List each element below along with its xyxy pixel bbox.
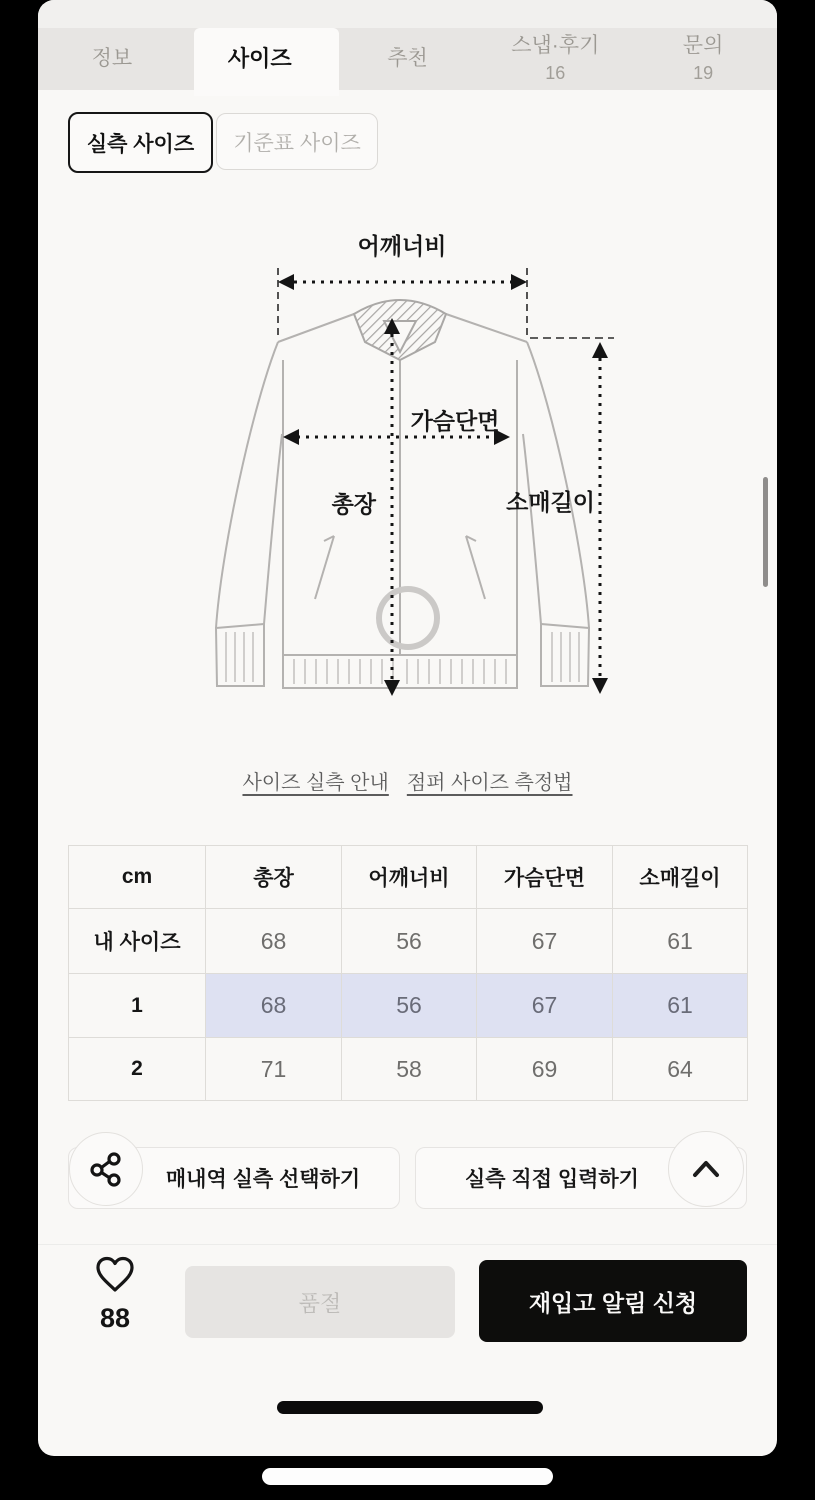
wishlist-button[interactable] xyxy=(83,1256,147,1334)
purchase-bar-divider xyxy=(38,1244,777,1245)
header-length: 총장 xyxy=(206,846,342,909)
measurement-arrows xyxy=(278,268,614,696)
size-table-header-row xyxy=(69,846,748,909)
sleeve-length-label: 소매길이 xyxy=(506,489,595,515)
tab-label: 사이즈 xyxy=(227,46,292,71)
tab-count: 16 xyxy=(545,62,566,83)
size-row-1[interactable] xyxy=(69,974,748,1038)
tab-size[interactable] xyxy=(186,28,334,90)
app-home-indicator xyxy=(277,1401,543,1414)
chip-standard-size[interactable] xyxy=(216,113,378,170)
chip-label: 기준표 사이즈 xyxy=(233,131,361,155)
jacket-measurement-diagram xyxy=(158,222,658,722)
jumper-measure-method-link[interactable]: 점퍼 사이즈 측정법 xyxy=(406,772,573,794)
jacket-logo-circle xyxy=(379,589,437,647)
chip-label: 실측 사이즈 xyxy=(86,132,195,156)
tab-info[interactable] xyxy=(38,28,186,90)
tab-count: 19 xyxy=(693,62,714,83)
button-label: 실측 직접 입력하기 xyxy=(465,1168,639,1191)
cell-value: 68 xyxy=(206,974,342,1038)
cell-value: 67 xyxy=(477,974,613,1038)
like-count: 88 xyxy=(99,1303,131,1333)
button-label: 매내역 실측 선택하기 xyxy=(165,1168,361,1191)
cell-value: 68 xyxy=(206,909,342,974)
size-row-2[interactable] xyxy=(69,1038,748,1101)
status-strip xyxy=(38,0,777,28)
tab-inquiry[interactable] xyxy=(629,28,777,90)
cell-value: 61 xyxy=(613,974,748,1038)
tab-recommend[interactable] xyxy=(334,28,482,90)
chest-width-label: 가슴단면 xyxy=(410,408,500,434)
tab-label: 문의 xyxy=(682,33,724,57)
cell-value: 69 xyxy=(477,1038,613,1101)
cell-value: 56 xyxy=(342,909,477,974)
cell-value: 61 xyxy=(613,909,748,974)
header-unit: cm xyxy=(69,846,206,909)
row-label: 내 사이즈 xyxy=(69,909,206,974)
soldout-button: 품절 xyxy=(185,1266,455,1338)
share-icon xyxy=(69,1132,143,1206)
size-table xyxy=(68,845,748,1101)
shoulder-width-label: 어깨너비 xyxy=(357,233,447,259)
header-shoulder: 어깨너비 xyxy=(342,846,477,909)
cell-value: 67 xyxy=(477,909,613,974)
cell-value: 58 xyxy=(342,1038,477,1101)
row-label: 1 xyxy=(69,974,206,1038)
chip-measured-size[interactable] xyxy=(68,112,213,173)
collapse-chevron-icon[interactable] xyxy=(668,1131,744,1207)
row-label: 2 xyxy=(69,1038,206,1101)
total-length-label: 총장 xyxy=(331,491,376,517)
cell-value: 64 xyxy=(613,1038,748,1101)
tab-label: 스냅·후기 xyxy=(511,33,600,57)
tab-snap-reviews[interactable] xyxy=(481,28,629,90)
tab-label: 정보 xyxy=(91,47,133,70)
cell-value: 56 xyxy=(342,974,477,1038)
heart-icon xyxy=(94,1256,136,1294)
device-home-indicator xyxy=(262,1468,553,1485)
measure-guide-link[interactable]: 사이즈 실측 안내 xyxy=(242,772,389,794)
size-guide-links xyxy=(38,766,777,795)
cell-value: 71 xyxy=(206,1038,342,1101)
header-chest: 가슴단면 xyxy=(477,846,613,909)
tab-label: 추천 xyxy=(387,47,428,70)
restock-alert-button[interactable]: 재입고 알림 신청 xyxy=(479,1260,747,1342)
jacket-collar xyxy=(354,300,446,360)
scrollbar-thumb[interactable] xyxy=(763,477,768,587)
size-row-my-size xyxy=(69,909,748,974)
app-screen xyxy=(38,0,777,1456)
header-sleeve: 소매길이 xyxy=(613,846,748,909)
